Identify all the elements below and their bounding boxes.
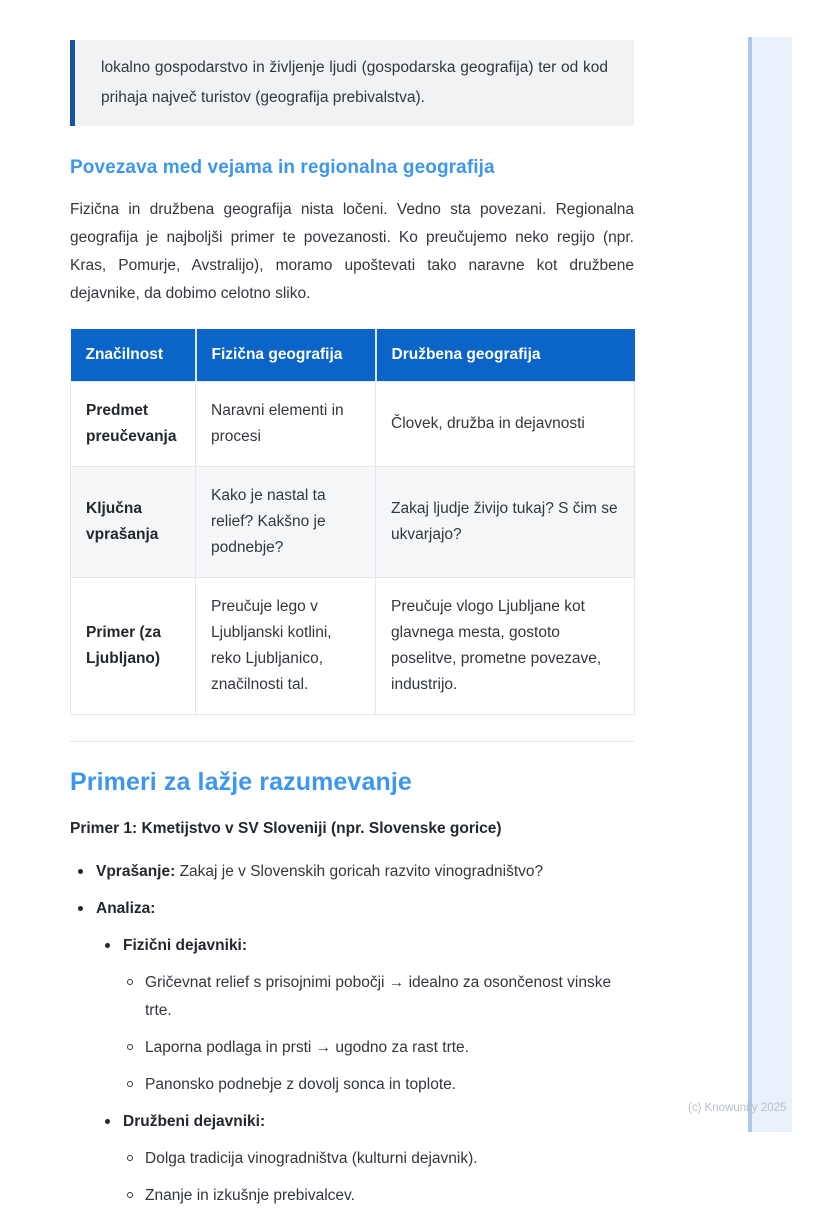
copyright-watermark: (c) Knowunity 2025 — [688, 1102, 787, 1114]
item-label: Vprašanje: — [96, 863, 176, 880]
bullet-icon — [105, 932, 123, 960]
item-label: Družbeni dejavniki: — [123, 1113, 266, 1130]
list-item — [78, 858, 634, 886]
table-header-druzbena: Družbena geografija — [376, 329, 635, 382]
list-item-text — [123, 1108, 265, 1136]
circle-bullet-icon — [127, 1145, 145, 1173]
circle-bullet-icon — [127, 1182, 145, 1210]
table-header-znacilnost: Značilnost — [71, 329, 196, 382]
section-heading-povezava: Povezava med vejama in regionalna geografija — [70, 157, 495, 178]
cell-druzbena: Preučuje vlogo Ljubljane kot glavnega mesta, gostoto poselitve, prometne povezave, industrijo. — [376, 578, 635, 715]
primer1-title: Primer 1: Kmetijstvo v SV Sloveniji (npr. Slovenske gorice) — [70, 820, 502, 837]
row-label: Predmet preučevanja — [71, 382, 196, 467]
cell-fizicna: Preučuje lego v Ljubljanski kotlini, reko Ljubljanico, značilnosti tal. — [196, 578, 376, 715]
quote-block — [70, 40, 634, 126]
item-label: Analiza: — [96, 900, 156, 917]
analysis-list — [70, 858, 634, 1210]
section-heading-primeri: Primeri za lažje razumevanje — [70, 768, 412, 796]
comparison-table — [70, 329, 635, 715]
circle-bullet-icon — [127, 969, 145, 1025]
item-label: Fizični dejavniki: — [123, 937, 248, 954]
bullet-icon — [78, 858, 96, 886]
list-item — [127, 1182, 634, 1210]
row-label: Primer (za Ljubljano) — [71, 578, 196, 715]
list-item — [127, 1145, 634, 1173]
row-label: Ključna vprašanja — [71, 467, 196, 578]
list-item-text: Vprašanje: Zakaj je v Slovenskih goricah razvito vinogradništvo? — [96, 863, 544, 880]
circle-bullet-icon — [127, 1034, 145, 1062]
list-item — [105, 1108, 634, 1136]
list-item-text: Panonsko podnebje z dovolj sonca in toplote. — [145, 1076, 457, 1093]
list-item-text: Znanje in izkušnje prebivalcev. — [145, 1187, 355, 1204]
section-divider — [70, 741, 634, 742]
bullet-icon — [78, 895, 96, 923]
list-item — [127, 969, 634, 1025]
list-item — [78, 895, 634, 923]
bullet-icon — [105, 1108, 123, 1136]
table-header-fizicna: Fizična geografija — [196, 329, 376, 382]
table-row — [71, 578, 635, 715]
list-item-text: Gričevnat relief s prisojnimi pobočji → idealno za osončenost vinske trte. — [145, 974, 612, 1019]
table-header-row — [71, 329, 635, 382]
table-row — [71, 382, 635, 467]
povezava-paragraph: Fizična in družbena geografija nista ločeni. Vedno sta povezani. Regionalna geografija je najboljši primer te povezanosti. Ko preučujemo neko regijo (npr. Kras, Pomurje, Avstralijo), moramo upoštevati tako naravne kot družbene dejavnike, da dobimo celotno sliko. — [70, 201, 634, 302]
table-row — [71, 467, 635, 578]
document-page — [70, 0, 634, 1219]
quote-text: lokalno gospodarstvo in življenje ljudi (gospodarska geografija) ter od kod prihaja največ turistov (geografija prebivalstva). — [101, 59, 608, 106]
cell-druzbena: Zakaj ljudje živijo tukaj? S čim se ukvarjajo? — [376, 467, 635, 578]
list-item — [105, 932, 634, 960]
list-item-text — [96, 895, 155, 923]
cell-fizicna: Naravni elementi in procesi — [196, 382, 376, 467]
cell-fizicna: Kako je nastal ta relief? Kakšno je podnebje? — [196, 467, 376, 578]
page-edge-scroll-indicator — [748, 37, 792, 1132]
list-item-text: Laporna podlaga in prsti → ugodno za rast trte. — [145, 1039, 469, 1056]
list-item-text — [123, 932, 247, 960]
list-item — [127, 1034, 634, 1062]
list-item — [127, 1071, 634, 1099]
cell-druzbena: Človek, družba in dejavnosti — [376, 382, 635, 467]
circle-bullet-icon — [127, 1071, 145, 1099]
list-item-text: Dolga tradicija vinogradništva (kulturni dejavnik). — [145, 1150, 478, 1167]
